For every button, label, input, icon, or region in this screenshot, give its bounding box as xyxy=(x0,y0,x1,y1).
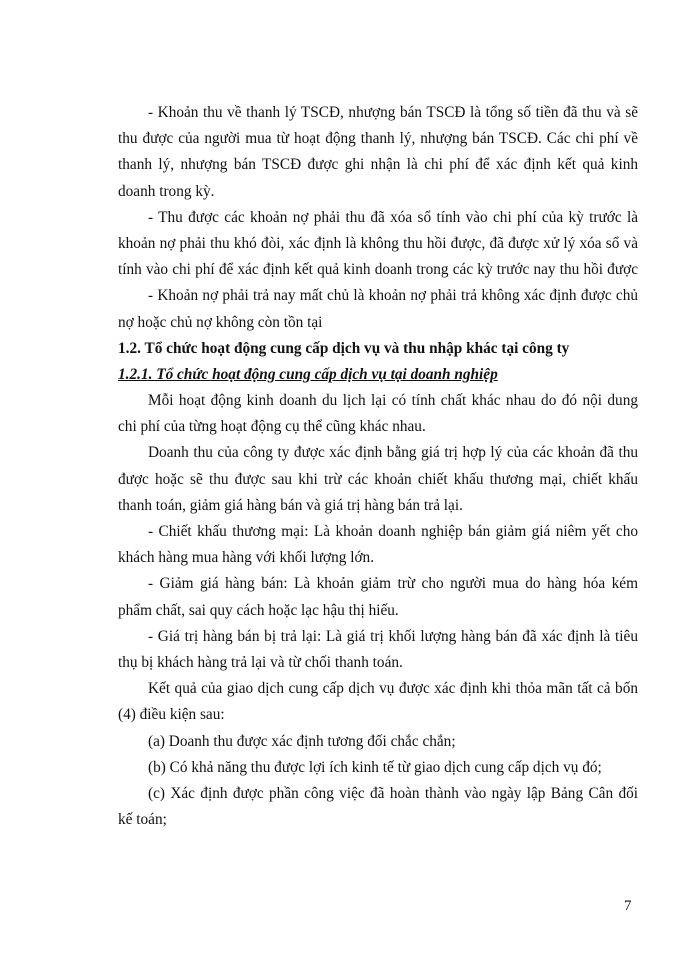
text-line: (c) Xác định được phần công việc đã hoàn thành vào ngày lập Bảng Cân đối xyxy=(148,784,638,802)
section-heading: 1.2. Tổ chức hoạt động cung cấp dịch vụ và thu nhập khác tại công ty xyxy=(118,339,570,357)
text-line: Kết quả của giao dịch cung cấp dịch vụ được xác định khi thỏa mãn tất cả bốn xyxy=(148,680,638,698)
body-text xyxy=(118,100,638,833)
text-line: Mỗi hoạt động kinh doanh du lịch lại có tính chất khác nhau do đó nội dung xyxy=(148,392,638,410)
text-line: thanh lý, nhượng bán TSCĐ được ghi nhận là chi phí để xác định kết quả kinh xyxy=(118,156,638,174)
text-line: khoản nợ phải thu khó đòi, xác định là không thu hồi được, đã được xử lý xóa sổ và xyxy=(118,234,638,252)
text-line: - Thu được các khoản nợ phải thu đã xóa sổ tính vào chi phí của kỳ trước là xyxy=(148,208,638,226)
text-line: nợ hoặc chủ nợ không còn tồn tại xyxy=(118,313,323,331)
text-line: Doanh thu của công ty được xác định bằng giá trị hợp lý của các khoản đã thu xyxy=(148,444,638,462)
text-line: (a) Doanh thu được xác định tương đối chắc chắn; xyxy=(148,732,456,750)
text-line: kế toán; xyxy=(118,811,167,829)
text-line: doanh trong kỳ. xyxy=(118,182,215,200)
text-line: phẩm chất, sai quy cách hoặc lạc hậu thị hiếu. xyxy=(118,601,399,619)
text-line: tính vào chi phí để xác định kết quả kinh doanh trong các kỳ trước nay thu hồi được xyxy=(118,261,638,279)
text-line: thụ bị khách hàng trả lại và từ chối thanh toán. xyxy=(118,653,403,671)
text-line: - Giảm giá hàng bán: Là khoản giảm trừ cho người mua do hàng hóa kém xyxy=(148,575,638,593)
text-line: - Khoản nợ phải trả nay mất chủ là khoản nợ phải trả không xác định được chủ xyxy=(148,287,638,305)
text-line: khách hàng mua hàng với khối lượng lớn. xyxy=(118,549,375,567)
text-line: (b) Có khả năng thu được lợi ích kinh tế từ giao dịch cung cấp dịch vụ đó; xyxy=(148,758,602,776)
text-line: thu được của người mua từ hoạt động thanh lý, nhượng bán TSCĐ. Các chi phí về xyxy=(118,130,638,148)
text-line: chi phí của từng hoạt động cụ thể cũng khác nhau. xyxy=(118,418,426,436)
text-line: thanh toán, giảm giá hàng bán và giá trị hàng bán trả lại. xyxy=(118,496,463,514)
text-line: - Chiết khấu thương mại: Là khoản doanh nghiệp bán giảm giá niêm yết cho xyxy=(148,523,638,540)
text-line: được hoặc sẽ thu được sau khi trừ các khoản chiết khấu thương mại, chiết khấu xyxy=(118,470,638,488)
text-line: - Khoản thu về thanh lý TSCĐ, nhượng bán TSCĐ là tổng số tiền đã thu và sẽ xyxy=(148,104,638,121)
page-number: 7 xyxy=(624,898,632,914)
text-line: (4) điều kiện sau: xyxy=(118,706,225,724)
text-line: - Giá trị hàng bán bị trả lại: Là giá trị khối lượng hàng bán đã xác định là tiêu xyxy=(148,627,638,645)
subsection-heading: 1.2.1. Tổ chức hoạt động cung cấp dịch vụ tại doanh nghiệp xyxy=(118,365,498,383)
